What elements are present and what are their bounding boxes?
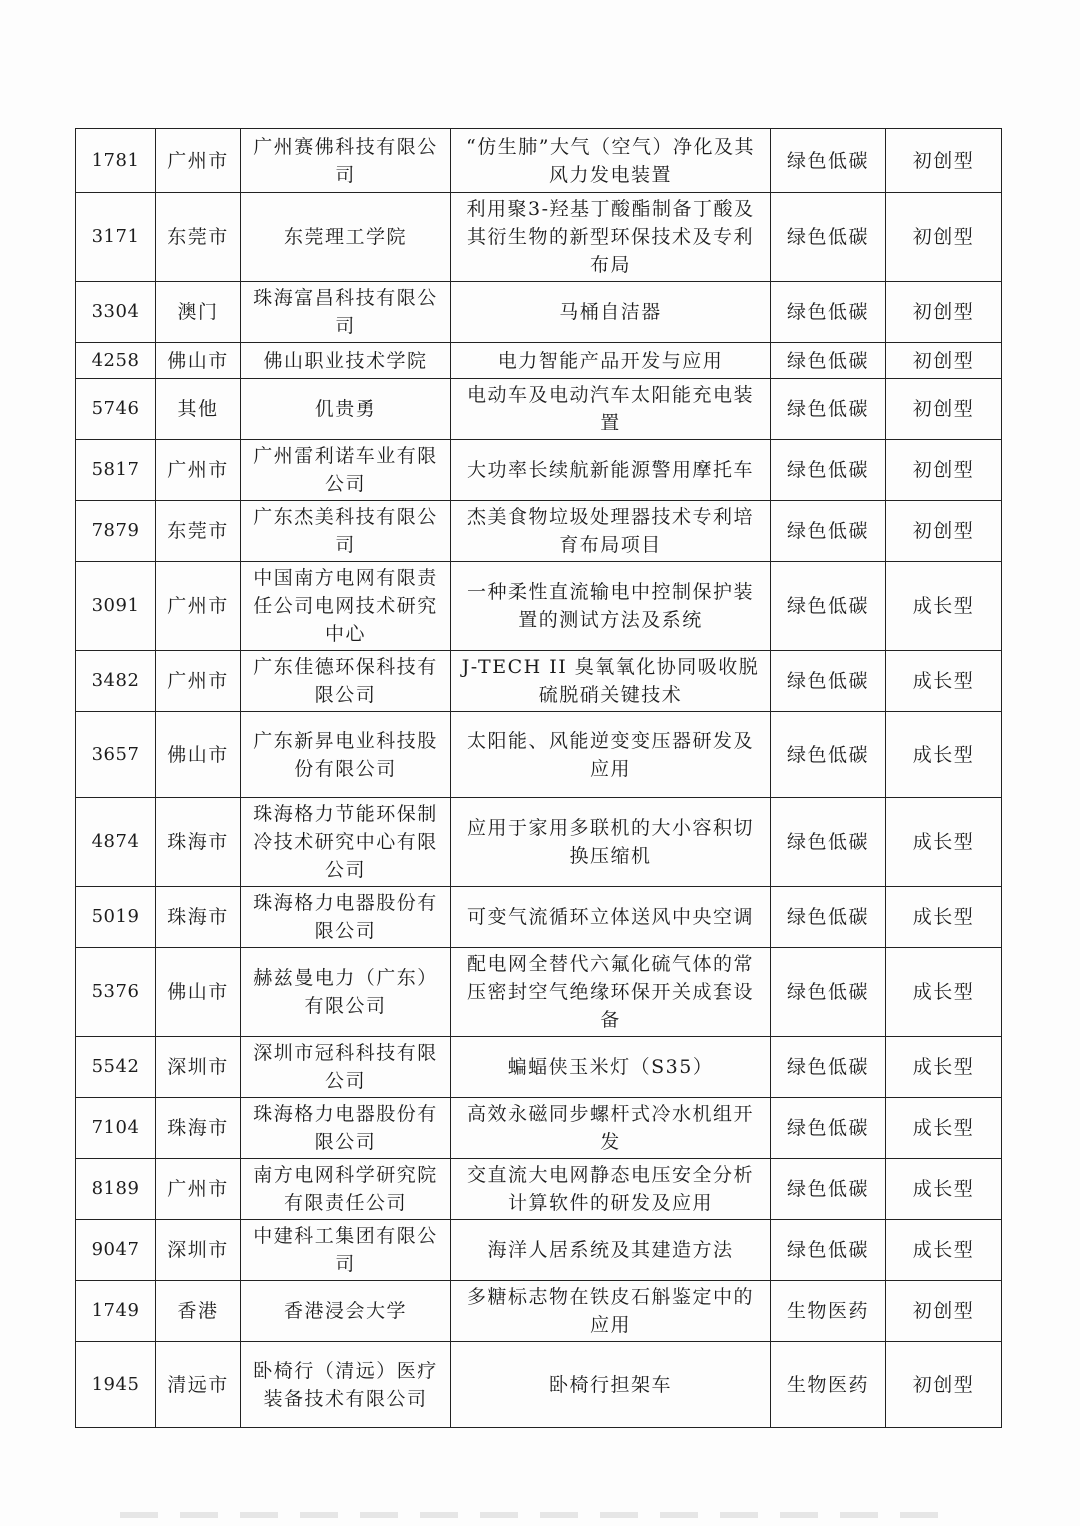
cell-field: 绿色低碳	[771, 712, 886, 798]
cell-field: 绿色低碳	[771, 379, 886, 440]
cell-org: 广东佳德环保科技有限公司	[241, 651, 451, 712]
cell-type: 初创型	[886, 343, 1002, 379]
cell-type: 初创型	[886, 379, 1002, 440]
cell-project: 电动车及电动汽车太阳能充电装置	[451, 379, 771, 440]
cell-id: 8189	[76, 1159, 156, 1220]
cell-type: 初创型	[886, 440, 1002, 501]
cell-field: 生物医药	[771, 1342, 886, 1428]
cell-city: 澳门	[156, 282, 241, 343]
cell-org: 深圳市冠科科技有限公司	[241, 1037, 451, 1098]
cell-project: 杰美食物垃圾处理器技术专利培育布局项目	[451, 501, 771, 562]
cell-type: 成长型	[886, 1098, 1002, 1159]
table-row	[76, 1159, 1002, 1220]
cell-project: 一种柔性直流输电中控制保护装置的测试方法及系统	[451, 562, 771, 651]
cell-type: 初创型	[886, 282, 1002, 343]
cell-city: 广州市	[156, 651, 241, 712]
table-row	[76, 1281, 1002, 1342]
cell-org: 佛山职业技术学院	[241, 343, 451, 379]
cell-field: 绿色低碳	[771, 948, 886, 1037]
cell-field: 生物医药	[771, 1281, 886, 1342]
cell-type: 成长型	[886, 1159, 1002, 1220]
cell-id: 1945	[76, 1342, 156, 1428]
cell-org: 卧椅行（清远）医疗装备技术有限公司	[241, 1342, 451, 1428]
cell-org: 珠海格力电器股份有限公司	[241, 1098, 451, 1159]
cell-city: 广州市	[156, 129, 241, 193]
cell-type: 成长型	[886, 887, 1002, 948]
cell-city: 珠海市	[156, 887, 241, 948]
cell-type: 成长型	[886, 712, 1002, 798]
cell-type: 初创型	[886, 1281, 1002, 1342]
cell-org: 广州雷利诺车业有限公司	[241, 440, 451, 501]
cell-field: 绿色低碳	[771, 501, 886, 562]
cell-field: 绿色低碳	[771, 282, 886, 343]
cell-org: 广东杰美科技有限公司	[241, 501, 451, 562]
cell-project: 多糖标志物在铁皮石斛鉴定中的应用	[451, 1281, 771, 1342]
table-body	[76, 129, 1002, 1428]
cell-city: 佛山市	[156, 712, 241, 798]
cell-org: 赫兹曼电力（广东）有限公司	[241, 948, 451, 1037]
cell-city: 珠海市	[156, 798, 241, 887]
cell-field: 绿色低碳	[771, 1098, 886, 1159]
cell-field: 绿色低碳	[771, 440, 886, 501]
cell-id: 4874	[76, 798, 156, 887]
cell-org: 仉贵勇	[241, 379, 451, 440]
cell-city: 清远市	[156, 1342, 241, 1428]
cell-id: 5019	[76, 887, 156, 948]
cell-city: 香港	[156, 1281, 241, 1342]
table-row	[76, 1098, 1002, 1159]
cell-id: 3091	[76, 562, 156, 651]
cell-project: 应用于家用多联机的大小容积切换压缩机	[451, 798, 771, 887]
cell-org: 东莞理工学院	[241, 193, 451, 282]
cell-city: 广州市	[156, 562, 241, 651]
cell-city: 珠海市	[156, 1098, 241, 1159]
cell-id: 3171	[76, 193, 156, 282]
cell-type: 成长型	[886, 1220, 1002, 1281]
cell-type: 成长型	[886, 651, 1002, 712]
cell-org: 珠海格力节能环保制冷技术研究中心有限公司	[241, 798, 451, 887]
table-row	[76, 562, 1002, 651]
table-row	[76, 129, 1002, 193]
cell-project: 利用聚3-羟基丁酸酯制备丁酸及其衍生物的新型环保技术及专利布局	[451, 193, 771, 282]
cell-org: 中国南方电网有限责任公司电网技术研究中心	[241, 562, 451, 651]
cell-city: 广州市	[156, 440, 241, 501]
table-row	[76, 651, 1002, 712]
cell-project: 配电网全替代六氟化硫气体的常压密封空气绝缘环保开关成套设备	[451, 948, 771, 1037]
cell-id: 3304	[76, 282, 156, 343]
cell-field: 绿色低碳	[771, 343, 886, 379]
table-row	[76, 798, 1002, 887]
table-row	[76, 887, 1002, 948]
cell-field: 绿色低碳	[771, 1037, 886, 1098]
cell-id: 4258	[76, 343, 156, 379]
cell-project: 太阳能、风能逆变变压器研发及应用	[451, 712, 771, 798]
cell-type: 初创型	[886, 193, 1002, 282]
cell-org: 香港浸会大学	[241, 1281, 451, 1342]
cell-field: 绿色低碳	[771, 129, 886, 193]
cell-org: 广州赛佛科技有限公司	[241, 129, 451, 193]
table-row	[76, 948, 1002, 1037]
cell-project: 蝙蝠侠玉米灯（S35）	[451, 1037, 771, 1098]
cell-field: 绿色低碳	[771, 887, 886, 948]
cell-id: 7104	[76, 1098, 156, 1159]
cell-type: 初创型	[886, 129, 1002, 193]
table-row	[76, 1220, 1002, 1281]
cell-project: 电力智能产品开发与应用	[451, 343, 771, 379]
cell-city: 东莞市	[156, 193, 241, 282]
cell-id: 3657	[76, 712, 156, 798]
cell-field: 绿色低碳	[771, 1159, 886, 1220]
cell-id: 3482	[76, 651, 156, 712]
cell-field: 绿色低碳	[771, 1220, 886, 1281]
cell-city: 东莞市	[156, 501, 241, 562]
cell-id: 5376	[76, 948, 156, 1037]
table-row	[76, 379, 1002, 440]
cell-field: 绿色低碳	[771, 193, 886, 282]
cell-project: “仿生肺”大气（空气）净化及其风力发电装置	[451, 129, 771, 193]
table-row	[76, 440, 1002, 501]
cell-type: 成长型	[886, 562, 1002, 651]
cell-field: 绿色低碳	[771, 651, 886, 712]
cell-field: 绿色低碳	[771, 798, 886, 887]
table-row	[76, 343, 1002, 379]
cell-org: 珠海富昌科技有限公司	[241, 282, 451, 343]
cell-project: 卧椅行担架车	[451, 1342, 771, 1428]
table-row	[76, 501, 1002, 562]
table-row	[76, 193, 1002, 282]
cell-project: 交直流大电网静态电压安全分析计算软件的研发及应用	[451, 1159, 771, 1220]
cell-id: 5542	[76, 1037, 156, 1098]
cell-id: 5746	[76, 379, 156, 440]
project-table	[75, 128, 1002, 1428]
cell-type: 初创型	[886, 501, 1002, 562]
cell-type: 初创型	[886, 1342, 1002, 1428]
cell-id: 9047	[76, 1220, 156, 1281]
cell-project: 大功率长续航新能源警用摩托车	[451, 440, 771, 501]
cell-city: 深圳市	[156, 1037, 241, 1098]
cell-project: 海洋人居系统及其建造方法	[451, 1220, 771, 1281]
cell-id: 1749	[76, 1281, 156, 1342]
table-row	[76, 282, 1002, 343]
cell-city: 佛山市	[156, 343, 241, 379]
cell-type: 成长型	[886, 798, 1002, 887]
cell-project: 高效永磁同步螺杆式冷水机组开发	[451, 1098, 771, 1159]
table-row	[76, 1342, 1002, 1428]
cell-type: 成长型	[886, 1037, 1002, 1098]
cell-org: 珠海格力电器股份有限公司	[241, 887, 451, 948]
cell-city: 广州市	[156, 1159, 241, 1220]
cell-project: 马桶自洁器	[451, 282, 771, 343]
cell-org: 广东新昇电业科技股份有限公司	[241, 712, 451, 798]
cell-city: 深圳市	[156, 1220, 241, 1281]
cell-id: 5817	[76, 440, 156, 501]
table-row	[76, 712, 1002, 798]
cell-project: J-TECH II 臭氧氧化协同吸收脱硫脱硝关键技术	[451, 651, 771, 712]
cell-type: 成长型	[886, 948, 1002, 1037]
cell-id: 1781	[76, 129, 156, 193]
cell-field: 绿色低碳	[771, 562, 886, 651]
table-row	[76, 1037, 1002, 1098]
cell-city: 其他	[156, 379, 241, 440]
cell-org: 南方电网科学研究院有限责任公司	[241, 1159, 451, 1220]
cell-org: 中建科工集团有限公司	[241, 1220, 451, 1281]
cell-project: 可变气流循环立体送风中央空调	[451, 887, 771, 948]
cell-city: 佛山市	[156, 948, 241, 1037]
scan-edge-artifact	[120, 1512, 960, 1518]
cell-id: 7879	[76, 501, 156, 562]
